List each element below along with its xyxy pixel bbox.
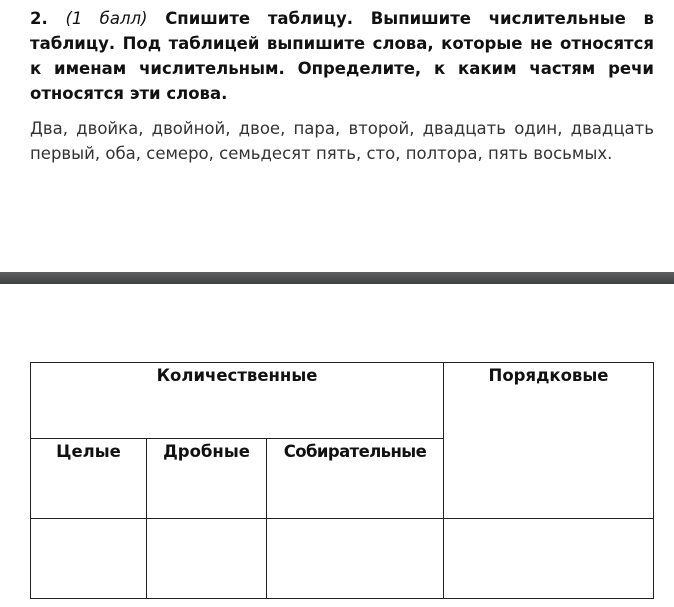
task-points: (1 балл) xyxy=(65,9,148,28)
numerals-table xyxy=(30,362,654,599)
subheader-fractional-label: Дробные xyxy=(163,442,250,461)
subheader-whole xyxy=(31,439,147,519)
task-number: 2. xyxy=(30,9,48,28)
header-ordinal-label: Порядковые xyxy=(488,366,609,385)
subheader-whole-label: Целые xyxy=(56,442,121,461)
subheader-fractional xyxy=(147,439,267,519)
empty-cell-ordinal xyxy=(444,519,654,599)
task-text: Спишите таблицу. Выпишите числительные в таблицу. Под таблицей выпишите слова, которые не относятся к именам числительным. Определите, к каким частям речи относятся эти слова. xyxy=(30,9,654,103)
empty-cell-collective xyxy=(267,519,444,599)
subheader-collective-label: Собирательные xyxy=(283,442,427,461)
page-divider xyxy=(0,272,674,284)
header-cardinal xyxy=(31,363,444,439)
task-instruction xyxy=(30,6,654,106)
header-ordinal xyxy=(444,363,654,519)
word-list: Два, двойка, двойной, двое, пара, второй, двадцать один, двадцать первый, оба, семеро, семьдесят пять, сто, полтора, пять восьмых. xyxy=(30,119,654,163)
empty-cell-whole xyxy=(31,519,147,599)
header-cardinal-label: Количественные xyxy=(156,366,318,385)
empty-cell-fractional xyxy=(147,519,267,599)
subheader-collective xyxy=(267,439,444,519)
